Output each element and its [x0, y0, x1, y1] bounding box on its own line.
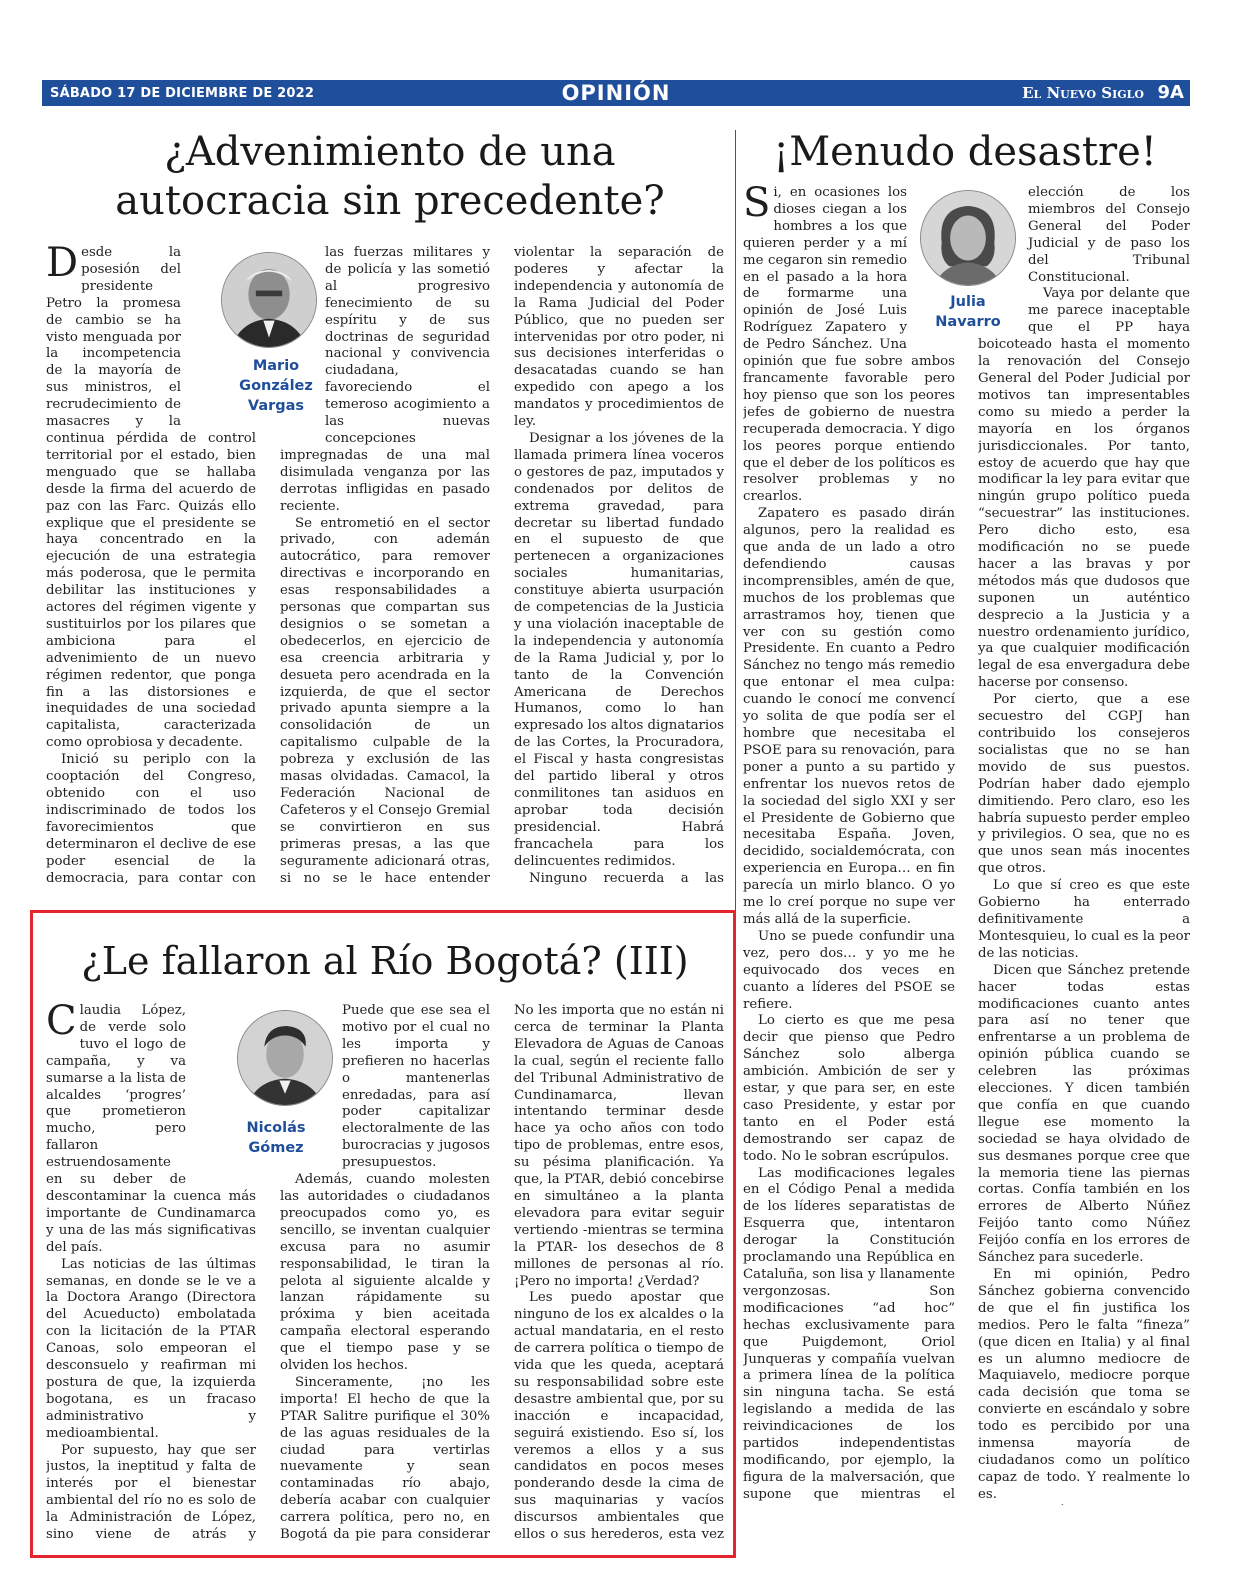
- author-name-nicolas: Nicolás Gómez: [246, 1120, 306, 1156]
- dropcap: C: [46, 1003, 77, 1044]
- author-name-mario: Mario González Vargas: [239, 358, 313, 414]
- author-name-julia: Julia Navarro: [935, 294, 1001, 330]
- article1-title: ¿Advenimiento de una autocracia sin precedente?: [115, 129, 665, 224]
- newspaper-name: El Nuevo Siglo: [1022, 84, 1144, 102]
- article2-title: ¡Menudo desastre!: [773, 129, 1157, 175]
- page-header: [42, 80, 1190, 106]
- article2-column-2: elección de los miembros del Consejo General del Poder Judicial y de paso los del Tribunal Constitucional. Vaya por delante que me parece inaceptable que el PP haya boicoteado hasta el momento la renovación del Consejo General del Poder Judicial por motivos tan impresentables como su miedo a perder la mayoría en los órganos jurisdiccionales. Por tanto, estoy de acuerdo que hay que modificar la ley para evitar que ningún grupo político pueda “secuestrar” las instituciones. Pero dicho esto, esa modificación no se puede hacer a las bravas y por métodos más que dudosos que suponen un auténtico desprecio a la Justicia y a nuestro ordenamiento jurídico, ya que cualquier modificación legal de esa envergadura debe hacerse por consenso. Por cierto, que a ese secuestro del CGPJ han contribuido los consejeros socialistas que no se han movido de sus puestos. Podrían haber dado ejemplo dimitiendo. Pero claro, eso les habría supuesto perder empleo y privilegios. O sea, que no es que unos sean más inocentes que otros. Lo que sí creo es que este Gobierno ha enterrado definitivamente a Montesquieu, lo cual es la peor de las noticias. Dicen que Sánchez pretende hacer todas estas modificaciones cuanto antes para así no tener que enfrentarse a un problema de opinión pública cuando se celebren las próximas elecciones. Y dicen también que confía en que cuando llegue ese momento la sociedad se haya olvidado de sus desmanes porque cree que la memoria tiene las piernas cortas. Confía también en los errores de Alberto Núñez Feijóo tanto como Núñez Feijóo confía en los errores de Sánchez para sucederle. En mi opinión, Pedro Sánchez gobierna convencido de que el fin justifica los medios. Pero le falta “fineza” (que dicen en Italia) y al final es un alumno mediocre de Maquiavelo, mediocre porque cada decisión que toma se convierte en escándalo y sobre todo es percibido por una inmensa mayoría de ciudadanos como un político capaz de todo. Y realmente lo es.: [978, 185, 1190, 1502]
- article3-column-3: No les importa que no están ni cerca de terminar la Planta Elevadora de Aguas de Canoas la cual, según el reciente fallo del Tribunal Administrativo de Cundinamarca, llevan intentando terminar desde hace ya ocho años con todo tipo de problemas, entre esos, su pésima planificación. Ya que, la PTAR, debió concebirse en simultáneo a la planta elevadora para evitar seguir vertiendo -mientras se termina la PTAR- los desechos de 8 millones de personas al río. ¡Pero no importa! ¿Verdad? Les puedo apostar que ninguno de los ex alcaldes o la actual mandataria, en el resto de carrera política o tiempo de vida que les queda, aceptará su responsabilidad sobre este desastre ambiental que, por su inacción e incapacidad, seguirá existiendo. Eso sí, los veremos a ellos y a sus candidatos en pocos meses ponderando desde la cima de sus maquinarias y vacíos discursos ambientales que ellos o sus herederos, esta vez: [514, 1003, 724, 1543]
- article3-column-1: Claudia López, de verde solo tuvo el logo de campaña, y va sumarse a la lista de alcaldes ‘progres’ que prometieron mucho, pero fallaron estruendosamente en su deber de descontaminar la cuenca más importante de Cundinamarca y una de las más significativas del país. Las noticias de las últimas semanas, en donde se le ve a la Doctora Arango (Directora del Acueducto) embolatada con la licitación de la PTAR Canoas, solo empeoran el desconsuelo y reafirman mi postura de que, la izquierda bogotana, es un fracaso administrativo y medioambiental. Por supuesto, hay que ser justos, la ineptitud y falta de interés por el bienestar ambiental del río no es solo de la Administración de López, sino viene de atrás y: [46, 1003, 256, 1543]
- article1-column-1: Desde la posesión del presidente Petro la promesa de cambio se ha visto menguada por la incompetencia de la mayoría de sus ministros, el recrudecimiento de masacres y la continua pérdida de control territorial por el estado, bien menguado que se hallaba desde la firma del acuerdo de paz con las Farc. Quizás ello explique que el presidente se haya concentrado en la ejecución de una estrategia más poderosa, que le permita debilitar las instituciones y actores del régimen vigente y sustituirlos por los pilares que ambiciona para el advenimiento de un nuevo régimen redentor, que ponga fin a las distorsiones e inequidades de una sociedad capitalista, caracterizada como oprobiosa y decadente. Inició su periplo con la cooptación del Congreso, obtenido con el uso indiscriminado de todos los favorecimientos que determinaron el declive de ese poder esencial de la democracia, para contar con: [46, 245, 256, 885]
- dropcap: D: [46, 245, 79, 286]
- article3-column-2: Puede que ese sea el motivo por el cual no les importa y prefieren no hacerlas o mantenerlas enredadas, para así poder capitalizar electoralmente de las burocracias y jugosos presupuestos. Además, cuando molesten las autoridades o ciudadanos preocupados como yo, es sencillo, se inventan cualquier excusa para no asumir responsabilidad, le tiran la pelota al siguiente alcalde y lanzan rápidamente su próxima y bien aceitada campaña electoral esperando que el tiempo pase y se olviden los hechos. Sinceramente, ¡no les importa! El hecho de que la PTAR Salitre purifique el 30% de las aguas residuales de la ciudad para vertirlas nuevamente y sean contaminadas río abajo, debería acabar con cualquier carrera política, pero no, en Bogotá da pie para considerar: [280, 1003, 490, 1543]
- article1-column-3: violentar la separación de poderes y afectar la independencia y autonomía de la Rama Judicial del Poder Público, que no pueden ser intervenidas por otro poder, ni sus decisiones interferidas o desacatadas cuando se han expedido con apego a los mandatos y procedimientos de ley. Designar a los jóvenes de la llamada primera línea voceros o gestores de paz, imputados y condenados por delitos de extrema gravedad, para decretar su libertad fundado en el supuesto de que pertenecen a organizaciones sociales humanitarias, constituye abierta usurpación de competencias de la Justicia y una violación inaceptable de la independencia y autonomía de la Rama Judicial y, por lo tanto de la Convención Americana de Derechos Humanos, como lo han expresado los altos dignatarios de las Cortes, la Procuradora, el Fiscal y hasta congresistas del partido liberal y otros conmilitones tan asiduos en aprobar toda decisión presidencial. Habrá francachela para los delincuentes redimidos. Ninguno recuerda a las: [514, 245, 724, 885]
- article1-column-2: las fuerzas militares y de policía y las sometió al progresivo fenecimiento de su espíritu y de sus doctrinas de seguridad nacional y convivencia ciudadana, favoreciendo el temeroso acogimiento a las nuevas concepciones impregnadas de una mal disimulada venganza por las derrotas infligidas en pasado reciente. Se entrometió en el sector privado, con ademán autocrático, para remover directivas e incorporando en esas responsabilidades a personas que compartan sus designios o se sometan a obedecerlos, en ejercicio de esa creencia arbitraria y desueta pero acendrada en la izquierda, de que el sector privado apunta siempre a la consolidación de un capitalismo culpable de la pobreza y exclusión de las masas olvidadas. Camacol, la Federación Nacional de Cafeteros y el Consejo Gremial se convirtieron en sus primeras presas, a las que seguramente adicionará otras, si no se le hace entender: [280, 245, 490, 885]
- issue-date: SÁBADO 17 DE DICIEMBRE DE 2022: [50, 86, 315, 101]
- dropcap: S: [743, 185, 771, 226]
- section-name: OPINIÓN: [561, 81, 671, 105]
- article3-title: ¿Le fallaron al Río Bogotá? (III): [81, 939, 689, 983]
- page-number: 9A: [1157, 82, 1184, 103]
- article2-column-1: Si, en ocasiones los dioses ciegan a los hombres a los que quieren perder y a mí me cegaron sin remedio en el pasado a la hora de formarme una opinión de José Luis Rodríguez Zapatero y de Pedro Sánchez. Una opinión que fue sobre ambos francamente favorable pero hoy pienso que son los peores jefes de gobierno de nuestra recuperada democracia. Y digo los peores porque entiendo que el deber de los políticos es resolver problemas y no crearlos. Zapatero es pasado dirán algunos, pero la realidad es que anda de un lado a otro defendiendo causas incomprensibles, amén de que, muchos de los problemas que arrastramos hoy, tienen que ver con su gestión como Presidente. En cuanto a Pedro Sánchez no tengo más remedio que entonar el mea culpa: cuando le conocí me convencí yo solita de que podía ser el hombre que necesitaba el PSOE para su renovación, para poner a punto a su partido y enfrentar los nuevos retos de la sociedad del siglo XXI y ser el Presidente de Gobierno que necesitaba España. Joven, decidido, socialdemócrata, con experiencia en Europa… en fin parecía un mirlo blanco. O yo me lo creí porque no supe ver más allá de la superficie. Uno se puede confundir una vez, pero dos… y yo me he equivocado dos veces en cuanto a líderes del PSOE se refiere. Lo cierto es que me pesa decir que pienso que Pedro Sánchez solo alberga ambición. Ambición de ser y estar, y que para ser, en este caso Presidente, y estar por tanto en el Poder está demostrando ser capaz de todo. No le sobran escrúpulos. Las modificaciones legales en el Código Penal a medida de los líderes separatistas de Esquerra que, intentaron derogar la Constitución proclamando una República en Cataluña, son lisa y llanamente vergonzosas. Son modificaciones “ad hoc” hechas exclusivamente para que Puigdemont, Oriol Junqueras y compañía vuelvan a primera línea de la política sin ninguna tacha. Se está legislando a medida de las reivindicaciones de los partidos independentistas modificando, por ejemplo, la figura de la malversación, que supone que mientras el: [743, 185, 955, 1502]
